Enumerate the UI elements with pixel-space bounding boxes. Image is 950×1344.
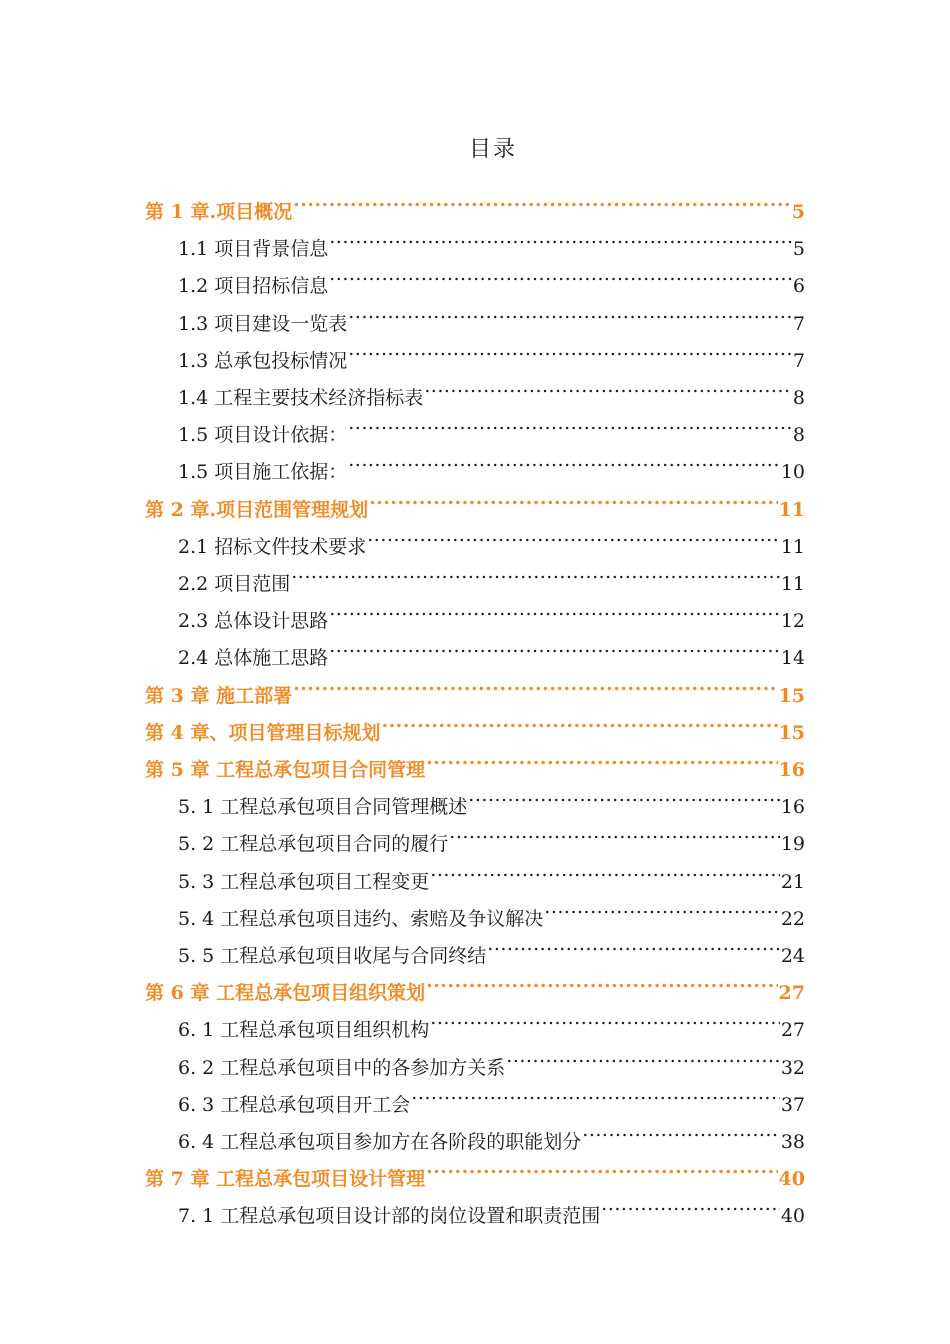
dot-leader [426, 1148, 777, 1185]
toc-page-number: 11 [780, 573, 805, 595]
dot-leader [369, 479, 777, 516]
toc-page-number: 22 [780, 907, 805, 930]
toc-section-entry[interactable] [178, 1185, 805, 1228]
toc-chapter-entry[interactable] [145, 739, 805, 781]
dot-leader [367, 516, 780, 553]
toc-entry-label: 5. 5 工程总承包项目收尾与合同终结 [178, 945, 487, 967]
toc-page-number: 19 [780, 833, 805, 856]
toc-entry-label: 1.2 项目招标信息 [178, 275, 329, 298]
dot-leader [381, 702, 777, 739]
toc-section-entry[interactable] [178, 441, 805, 484]
toc-entry-label: 6. 1 工程总承包项目组织机构 [178, 1019, 430, 1042]
toc-section-entry[interactable] [178, 1111, 805, 1153]
toc-page-number: 21 [780, 870, 805, 893]
toc-entry-label: 1.1 项目背景信息 [178, 238, 329, 261]
toc-page-number: 8 [792, 424, 805, 447]
dot-leader [293, 181, 791, 218]
toc-page-number: 16 [780, 796, 805, 819]
toc-page-number: 38 [780, 1131, 805, 1153]
toc-entry-label: 1.3 总承包投标情况 [178, 349, 348, 372]
toc-entry-label: 第 7 章 工程总承包项目设计管理 [145, 1168, 426, 1191]
dot-leader [348, 441, 780, 478]
toc-section-entry[interactable] [178, 516, 805, 558]
toc-page-number: 8 [792, 387, 805, 409]
toc-entry-label: 5. 3 工程总承包项目工程变更 [178, 870, 430, 893]
toc-entry-label: 2.1 招标文件技术要求 [178, 535, 367, 558]
toc-page-number: 15 [778, 721, 805, 744]
toc-entry-label: 5. 2 工程总承包项目合同的履行 [178, 833, 449, 856]
toc-page-number: 5 [791, 201, 805, 223]
dot-leader [426, 962, 777, 999]
dot-leader [424, 367, 792, 404]
toc-entry-label: 7. 1 工程总承包项目设计部的岗位设置和职责范围 [178, 1205, 601, 1228]
dot-leader [487, 925, 780, 962]
toc-section-entry[interactable] [178, 925, 805, 967]
dot-leader [449, 813, 780, 850]
dot-leader [293, 665, 777, 702]
toc-entry-label: 5. 1 工程总承包项目合同管理概述 [178, 796, 468, 819]
toc-page-number: 6 [792, 275, 805, 298]
dot-leader [411, 1074, 780, 1111]
toc-page-number: 40 [778, 1168, 805, 1191]
dot-leader [544, 888, 780, 925]
toc-entry-label: 第 5 章 工程总承包项目合同管理 [145, 759, 426, 781]
toc-section-entry[interactable] [178, 1037, 805, 1079]
toc-section-entry[interactable] [178, 404, 805, 447]
toc-page-number: 40 [780, 1205, 805, 1228]
toc-chapter-entry[interactable] [145, 702, 805, 744]
toc-section-entry[interactable] [178, 553, 805, 595]
toc-entry-label: 第 2 章.项目范围管理规划 [145, 498, 369, 521]
toc-entry-label: 1.5 项目设计依据： [178, 424, 348, 447]
toc-entry-label: 5. 4 工程总承包项目违约、索赔及争议解决 [178, 907, 544, 930]
dot-leader [329, 218, 792, 255]
toc-entry-label: 第 6 章 工程总承包项目组织策划 [145, 982, 426, 1005]
toc-page-number: 12 [780, 610, 805, 633]
toc-page-number: 7 [792, 312, 805, 335]
dot-leader [430, 999, 780, 1036]
toc-chapter-entry[interactable] [145, 665, 805, 707]
toc-page-number: 32 [780, 1056, 805, 1079]
dot-leader [506, 1037, 780, 1074]
toc-entry-label: 1.3 项目建设一览表 [178, 312, 348, 335]
toc-section-entry[interactable] [178, 1074, 805, 1116]
toc-entry-label: 第 1 章.项目概况 [145, 201, 293, 223]
toc-section-entry[interactable] [178, 255, 805, 298]
toc-section-entry[interactable] [178, 813, 805, 856]
toc-entry-label: 1.4 工程主要技术经济指标表 [178, 387, 424, 409]
toc-section-entry[interactable] [178, 851, 805, 893]
toc-section-entry[interactable] [178, 330, 805, 372]
toc-chapter-entry[interactable] [145, 1148, 805, 1191]
toc-entry-label: 第 4 章、项目管理目标规划 [145, 721, 381, 744]
toc-page-number: 11 [778, 498, 805, 521]
toc-section-entry[interactable] [178, 888, 805, 930]
dot-leader [291, 553, 780, 590]
toc-page-number: 14 [780, 647, 805, 670]
dot-leader [426, 739, 777, 776]
dot-leader [582, 1111, 780, 1148]
toc-section-entry[interactable] [178, 367, 805, 409]
toc-chapter-entry[interactable] [145, 181, 805, 223]
dot-leader [329, 627, 780, 664]
toc-page-number: 37 [780, 1093, 805, 1116]
toc-chapter-entry[interactable] [145, 962, 805, 1005]
toc-page-number: 16 [778, 759, 805, 781]
toc-section-entry[interactable] [178, 218, 805, 261]
dot-leader [430, 851, 780, 888]
toc-entry-label: 第 3 章 施工部署 [145, 684, 293, 707]
dot-leader [348, 330, 792, 367]
toc-section-entry[interactable] [178, 293, 805, 335]
toc-page-number: 27 [780, 1019, 805, 1042]
toc-entry-label: 6. 4 工程总承包项目参加方在各阶段的职能划分 [178, 1131, 582, 1153]
toc-chapter-entry[interactable] [145, 479, 805, 521]
toc-page-number: 15 [778, 684, 805, 707]
toc-section-entry[interactable] [178, 776, 805, 819]
toc-section-entry[interactable] [178, 627, 805, 670]
toc-title: 目录 [468, 137, 517, 162]
toc-entry-label: 6. 2 工程总承包项目中的各参加方关系 [178, 1056, 506, 1079]
toc-entry-label: 2.3 总体设计思路 [178, 610, 329, 633]
toc-entry-label: 2.4 总体施工思路 [178, 647, 329, 670]
dot-leader [468, 776, 780, 813]
toc-page-number: 24 [780, 945, 805, 967]
toc-entry-label: 1.5 项目施工依据： [178, 461, 348, 484]
toc-entry-label: 6. 3 工程总承包项目开工会 [178, 1093, 411, 1116]
toc-page-number: 7 [792, 349, 805, 372]
toc-entry-label: 2.2 项目范围 [178, 573, 291, 595]
toc-page-number: 11 [780, 535, 805, 558]
dot-leader [348, 293, 792, 330]
toc-section-entry[interactable] [178, 590, 805, 633]
toc-page-number: 10 [780, 461, 805, 484]
dot-leader [329, 590, 780, 627]
dot-leader [601, 1185, 780, 1222]
toc-page-number: 27 [778, 982, 805, 1005]
dot-leader [348, 404, 792, 441]
toc-section-entry[interactable] [178, 999, 805, 1042]
toc-page-number: 5 [792, 238, 805, 261]
dot-leader [329, 255, 792, 292]
